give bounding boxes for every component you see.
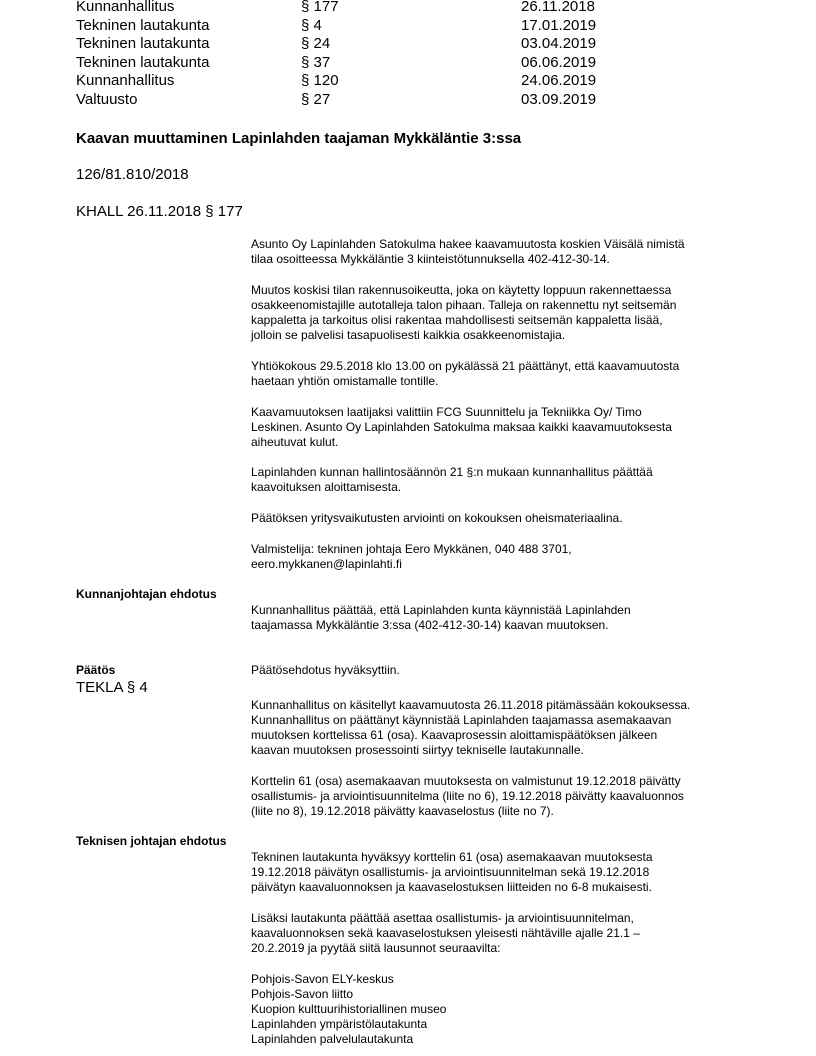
history-date: 26.11.2018 bbox=[521, 0, 595, 15]
history-date: 03.09.2019 bbox=[521, 91, 597, 108]
khall-paragraph-1: Asunto Oy Lapinlahden Satokulma hakee kaavamuutosta koskien Väisälä nimistä tilaa osoitteessa Mykkäläntie 3 kiinteistötunnuksella 402-412-30-14. bbox=[251, 237, 685, 266]
history-section: § 120 bbox=[301, 72, 339, 90]
history-section: § 27 bbox=[301, 91, 331, 108]
history-section: § 177 bbox=[301, 0, 339, 15]
kunnanjohtaja-proposal-text: Kunnanhallitus päättää, että Lapinlahden kunta käynnistää Lapinlahden taajamassa Mykkäläntie 3:ssa (402-412-30-14) kaavan muutoksen. bbox=[251, 603, 631, 632]
record-number: 126/81.810/2018 bbox=[76, 166, 189, 183]
list-item: Pohjois-Savon liitto bbox=[251, 987, 354, 1001]
history-date: 03.04.2019 bbox=[521, 35, 597, 53]
kunnanjohtaja-proposal-label: Kunnanjohtajan ehdotus bbox=[76, 587, 217, 601]
khall-reference: KHALL 26.11.2018 § 177 bbox=[76, 203, 243, 220]
statement-recipients-list bbox=[251, 972, 751, 1047]
khall-paragraph-4: Kaavamuutoksen laatijaksi valittiin FCG Suunnittelu ja Tekniikka Oy/ Timo Leskinen. Asunto Oy Lapinlahden Satokulma maksaa kaikki kaavamuutoksesta aiheutuvat kulut. bbox=[251, 405, 672, 449]
khall-paragraph-5: Lapinlahden kunnan hallintosäännön 21 §:n mukaan kunnanhallitus päättää kaavoituksen aloittamisesta. bbox=[251, 465, 653, 494]
history-section: § 4 bbox=[301, 16, 322, 34]
history-body: Kunnanhallitus bbox=[76, 72, 175, 90]
khall-paragraph-2: Muutos koskisi tilan rakennusoikeutta, joka on käytetty loppuun rakennettaessa osakkeenomistajille autotalleja talon pihaan. Talleja on rakennettu nyt seitsemän kappaletta ja tarkoitus olisi rakentaa mahdollisesti seitsemän kappaletta lisää, jolloin se palvelisi tasapuolisesti kaikkia osakkeenomistajia. bbox=[251, 283, 677, 342]
khall-paragraph-6: Päätöksen yritysvaikutusten arviointi on kokouksen oheismateriaalina. bbox=[251, 511, 623, 525]
decision-text: Päätösehdotus hyväksyttiin. bbox=[251, 663, 400, 677]
history-section: § 37 bbox=[301, 53, 331, 71]
history-body: Tekninen lautakunta bbox=[76, 16, 210, 34]
technical-paragraph-2: Lisäksi lautakunta päättää asettaa osallistumis- ja arviointisuunnitelman, kaavaluonnoksen sekä kaavaselostuksen yleisesti nähtäville ajalle 21.1 – 20.2.2019 ja pyytää siitä lausunnot seuraavilta: bbox=[251, 911, 640, 955]
list-item: Lapinlahden palvelulautakunta bbox=[251, 1032, 414, 1046]
technical-director-proposal-label: Teknisen johtajan ehdotus bbox=[76, 834, 227, 848]
list-item: Kuopion kulttuurihistoriallinen museo bbox=[251, 1002, 447, 1016]
khall-paragraph-7: Valmistelija: tekninen johtaja Eero Mykkänen, 040 488 3701, eero.mykkanen@lapinlahti.fi bbox=[251, 542, 572, 571]
technical-paragraph-1: Tekninen lautakunta hyväksyy korttelin 61 (osa) asemakaavan muutoksesta 19.12.2018 päivätyn osallistumis- ja arviointisuunnitelman sekä 19.12.2018 päivätyn kaavaluonnoksen ja kaavaselostuksen liitteiden no 6-8 mukaisesti. bbox=[251, 850, 653, 894]
tekla-paragraph-1: Kunnanhallitus on käsitellyt kaavamuutosta 26.11.2018 pitämässään kokouksessa. Kunnanhallitus on päättänyt käynnistää Lapinlahden taajamassa asemakaavan muutoksen korttelissa 61 (osa). Kaavaprosessin aloittamispäätöksen jälkeen kaavan muutoksen prosessointi siirtyy tekniselle lautakunnalle. bbox=[251, 698, 691, 757]
history-date: 06.06.2019 bbox=[521, 53, 597, 71]
decision-label: Päätös bbox=[76, 663, 116, 677]
history-body: Kunnanhallitus bbox=[76, 0, 175, 15]
list-item: Lapinlahden ympäristölautakunta bbox=[251, 1017, 428, 1031]
list-item: Pohjois-Savon ELY-keskus bbox=[251, 972, 394, 986]
history-date: 17.01.2019 bbox=[521, 16, 597, 34]
history-date: 24.06.2019 bbox=[521, 72, 597, 90]
history-body: Valtuusto bbox=[76, 91, 138, 108]
history-section: § 24 bbox=[301, 35, 331, 53]
tekla-paragraph-2: Korttelin 61 (osa) asemakaavan muutoksesta on valmistunut 19.12.2018 päivätty osallistumis- ja arviointisuunnitelma (liite no 6), 19.12.2018 päivätty kaavaluonnos (liite no 8), 19.12.2018 päivätty kaavaselostus (liite no 7). bbox=[251, 774, 684, 818]
tekla-reference: TEKLA § 4 bbox=[76, 679, 148, 696]
history-body: Tekninen lautakunta bbox=[76, 35, 210, 53]
history-body: Tekninen lautakunta bbox=[76, 53, 210, 71]
page-title: Kaavan muuttaminen Lapinlahden taajaman Mykkäläntie 3:ssa bbox=[76, 130, 522, 147]
khall-paragraph-3: Yhtiökokous 29.5.2018 klo 13.00 on pykälässä 21 päättänyt, että kaavamuutosta haetaan yhtiön omistamalle tontille. bbox=[251, 359, 680, 388]
